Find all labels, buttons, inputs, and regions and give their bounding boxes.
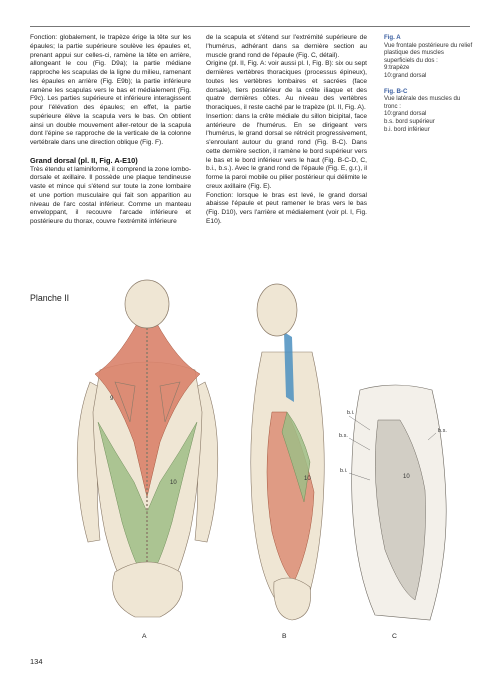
label-bi: b.i.: [347, 410, 355, 416]
figure-letter-a: A: [142, 633, 147, 640]
paragraph-continuation: de la scapula et s'étend sur l'extrémité supérieure de l'humérus, adhérant dans sa dernière section au muscle grand rond de l'épaule (Fig. C, détail).: [206, 34, 367, 59]
label-bs: b.s.: [339, 433, 348, 439]
caption-title-fig-a: Fig. A: [384, 34, 401, 41]
caption-text-fig-a: Vue frontale postérieure du relief plastique des muscles superficiels du dos :: [384, 41, 473, 64]
paragraph-origine: Origine (pl. II, Fig. A: voir aussi pl. I, Fig. B): six ou sept dernières vertèbres thoraciques (processus épineux), toutes les vertèbres lombaires et sacrées (face dorsale), tiers postérieur de la crête iliaque et des quatre dernières côtes. Au niveau des vertèbres thoraciques, il reste caché par le trapèze (pl. II, Fig. A).: [206, 60, 367, 111]
label-10: 10: [403, 474, 410, 480]
caption-item: 10:grand dorsal: [384, 71, 427, 79]
skull: [125, 280, 169, 328]
page-number: 134: [30, 657, 43, 666]
label-bi: b.i.: [340, 468, 348, 474]
figure-c-detail-view: [340, 360, 460, 630]
pelvis-side: [274, 578, 311, 620]
section-heading-grand-dorsal: Grand dorsal (pl. II, Fig. A-E10): [30, 155, 138, 165]
pelvis: [113, 562, 183, 617]
caption-item: 10:grand dorsal: [384, 110, 427, 118]
paragraph-grand-dorsal: Très étendu et laminiforme, il comprend la zone lombo-dorsale et axillaire. Il possède une plaque tendineuse vaste et mince qui s'étend sur toute la zone lombaire et une portion musculaire qui fait son apparition au niveau de l'arc costal inférieur. Comme un manteau enveloppant, il recouvre l'arcade inférieure et postérieure du thorax, couvre l'extrémité inférieure: [30, 165, 192, 225]
label-10: 10: [304, 476, 311, 482]
text-column-2: [206, 34, 367, 227]
label-bs: b.s.: [438, 428, 447, 434]
caption-title-fig-bc: Fig. B-C: [384, 87, 408, 95]
label-10: 10: [170, 480, 177, 486]
skull-side: [257, 284, 297, 336]
figure-letter-b: B: [282, 633, 287, 640]
caption-item: b.s. bord supérieur: [384, 117, 435, 125]
figure-a-back-view: [60, 282, 235, 622]
paragraph-fonction: Fonction: globalement, le trapèze érige la tête sur les épaules; la partie supérieure soulève les épaules et, prenant appui sur celles-ci, ramène la tête en arrière, allongeant le cou (Fig. D9a); la partie médiane rapproche les scapulas de la ligne du milieu, ramenant les épaules en arrière (Fig. E9b); la partie inférieure ramène les scapulas vers le bas et médialement (Fig. F9c). Les parties supérieure et inférieure interagissent pour l'élévation des épaules; en effet, la partie supérieure élève la scapula vers le bas. On obtient ainsi un double mouvement aller-retour de la scapula dont l'épine se rapproche de la verticale de la colonne vertébrale dans une direction oblique (Fig. F).: [30, 34, 191, 146]
paragraph-fonction-2: Fonction: lorsque le bras est levé, le grand dorsal abaisse l'épaule et peut ramener le bras vers le bas (Fig. D10), vers l'arrière et médialement (voir pl. I, Fig. E10).: [206, 191, 367, 225]
caption-column: [384, 34, 474, 133]
caption-item: 9:trapèze: [384, 64, 410, 72]
figure-b-lateral-view: [232, 282, 337, 622]
label-9: 9: [110, 396, 114, 402]
text-column-1: [30, 34, 191, 227]
paragraph-insertion: Insertion: dans la crête médiale du sillon bicipital, face antérieure de l'humérus. En se dirigeant vers l'humérus, le grand dorsal se rétrécit progressivement, s'enroulant autour du grand rond (Fig. B-C). Dans cette dernière section, il ramène le bord supérieur vers le bas et le bord inférieur vers le haut (Fig. B-C-D, C, b.i., b.s.). Avec le grand rond de l'épaule (Fig. E, g.r.), il forme la paroi mobile ou pilier postérieur qui délimite le creux axillaire (Fig. E).: [206, 112, 367, 190]
caption-text-fig-bc: Vue latérale des muscles du tronc :: [384, 95, 461, 110]
plate-title: Planche II: [30, 293, 70, 303]
caption-item: b.i. bord inférieur: [384, 125, 430, 133]
figure-letter-c: C: [392, 633, 397, 640]
top-rule: [30, 26, 470, 27]
